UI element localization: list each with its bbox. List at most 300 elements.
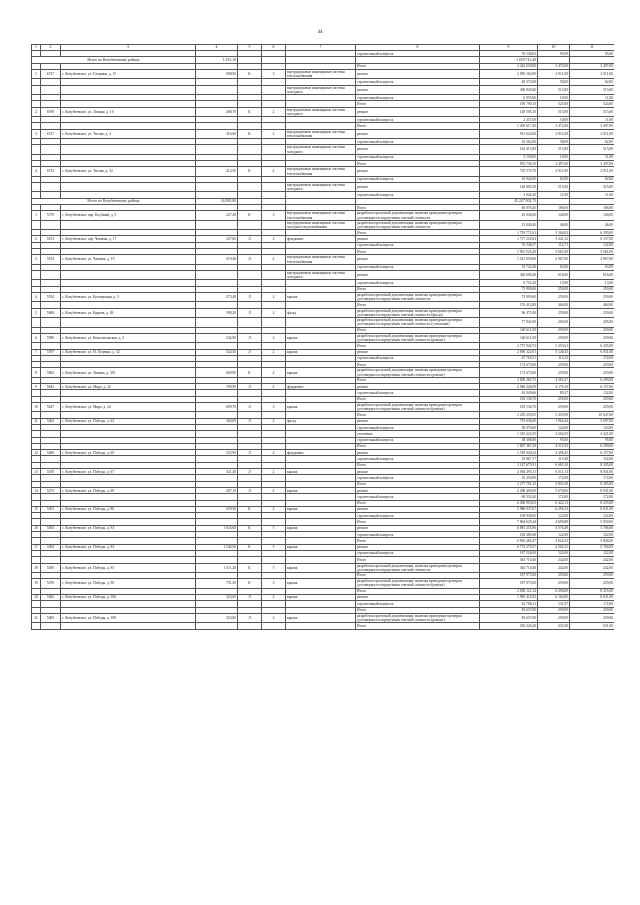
area-cell: 639,50 [196, 506, 238, 512]
cost-cell: 1 205 617,20 [480, 123, 538, 129]
type-cell: К [238, 579, 262, 588]
table-row [32, 308, 615, 317]
work-type-cell: разработка проектной документации, включая проведение проверки достоверности определения сметной стоимости [356, 220, 480, 229]
unit-cost-cell: 6 422,13 [538, 500, 570, 506]
row-number-cell: 1 [32, 69, 41, 78]
work-type-cell: ремонт [356, 129, 480, 138]
element-cell: фундамент [286, 450, 356, 456]
limit-cost-cell: 259,00 [570, 396, 615, 402]
address-cell [61, 145, 196, 154]
floors-cell: 2 [262, 506, 286, 512]
cost-cell: 96 471,00 [480, 308, 538, 317]
work-type-cell: Итого [356, 623, 480, 629]
unit-cost-cell: 3 497,00 [538, 161, 570, 167]
cost-cell: 2 442 630,00 [480, 63, 538, 69]
row-number-cell: Итого по Кочубеевскому району [32, 57, 196, 63]
address-cell: с. Кочубеевское, ул. Комсомольская, д. 2 [61, 333, 196, 342]
cost-cell: 2 255 255,05 [480, 412, 538, 418]
row-number-cell: 7 [32, 349, 41, 355]
work-type-cell: разработка проектной документации, включая проведение проверки достоверности определения сметной стоимости [356, 563, 480, 572]
element-cell: крыша [286, 293, 356, 302]
row-number-cell [32, 220, 41, 229]
house-id-cell: 5492 [41, 525, 61, 531]
work-type-cell: строительный контроль [356, 280, 480, 286]
type-cell: К [238, 563, 262, 572]
cost-cell: 6 774 279,57 [480, 544, 538, 550]
cost-cell: 45 036,00 [480, 211, 538, 220]
element-cell: внутридомовые инженерные системы теплоснабжения [286, 167, 356, 176]
area-cell: 212,50 [196, 167, 238, 176]
cost-cell: 77 941,00 [480, 318, 538, 327]
work-type-cell: Итого [356, 396, 480, 402]
type-cell: Л [238, 255, 262, 264]
cost-cell: 183 136,70 [480, 396, 538, 402]
address-cell [61, 85, 196, 94]
unit-cost-cell: 10,00 [538, 95, 570, 101]
element-cell [286, 318, 356, 327]
limit-cost-cell: 8 031,00 [570, 487, 615, 493]
row-number-cell: 9 [32, 384, 41, 390]
house-id-cell: 5469 [41, 450, 61, 456]
limit-cost-cell: 8 255,00 [570, 588, 615, 594]
area-cell: 321,40 [196, 469, 238, 475]
cost-cell: 76 546,57 [480, 242, 538, 248]
header-cell: 10 [538, 45, 570, 51]
floors-cell: 2 [262, 613, 286, 622]
limit-cost-cell: 6 299,00 [570, 443, 615, 449]
element-cell: внутридомовые инженерные системы холодного водоснабжения [286, 220, 356, 229]
cost-cell: 363 710,40 [480, 557, 538, 563]
unit-cost-cell: 259,00 [538, 403, 570, 412]
work-type-cell: Итого [356, 607, 480, 613]
address-cell: с. Кочубеевское, ул. Победы, д. 106 [61, 594, 196, 600]
row-number-cell: 1 [32, 211, 41, 220]
house-id-cell: 5491 [41, 506, 61, 512]
floors-cell: 2 [262, 418, 286, 424]
header-cell: 9 [480, 45, 538, 51]
document-table-wrapper [31, 44, 614, 899]
unit-cost-cell: 1 964,44 [538, 418, 570, 424]
limit-cost-cell: 5 830,00 [570, 519, 615, 525]
row-number-cell: 17 [32, 544, 41, 550]
unit-cost-cell: 5 241,32 [538, 236, 570, 242]
type-cell: К [238, 211, 262, 220]
limit-cost-cell: 8 205,00 [570, 462, 615, 468]
cost-cell: 320 609,20 [480, 271, 538, 280]
element-cell: внутридомовые инженерные системы теплоснабжения [286, 211, 356, 220]
house-id-cell: 5674 [41, 255, 61, 264]
header-cell: 4 [196, 45, 238, 51]
cost-cell: 6 955,00 [480, 95, 538, 101]
house-id-cell: 5590 [41, 333, 61, 342]
house-id-cell [41, 220, 61, 229]
unit-cost-cell: 63,00 [538, 264, 570, 270]
work-type-cell: Итого [356, 588, 480, 594]
cost-cell: 187 526,00 [480, 550, 538, 556]
address-cell: с. Кочубеевское, ул. Победы, д. 83 [61, 544, 196, 550]
type-cell: Л [238, 236, 262, 242]
type-cell: Л [238, 403, 262, 412]
unit-cost-cell: 112,71 [538, 242, 570, 248]
house-id-cell: 5495 [41, 563, 61, 572]
limit-cost-cell: 63,00 [570, 264, 615, 270]
area-cell: 398,20 [196, 308, 238, 317]
cost-cell: 32 722,20 [480, 264, 538, 270]
cost-cell: 735 576,70 [480, 167, 538, 176]
area-cell: 1 544,50 [196, 544, 238, 550]
limit-cost-cell: 205,00 [570, 318, 615, 327]
unit-cost-cell: 242,00 [538, 557, 570, 563]
cost-cell: 45 227 502,75 [480, 198, 538, 204]
row-number-cell: 3 [32, 255, 41, 264]
floors-cell: 2 [262, 384, 286, 390]
unit-cost-cell: 259,00 [538, 286, 570, 292]
type-cell: К [238, 368, 262, 377]
work-type-cell: Итого [356, 572, 480, 578]
unit-cost-cell: 259,00 [538, 293, 570, 302]
limit-cost-cell: 132,00 [570, 456, 615, 462]
address-cell: с. Кочубеевское, ул. Чапаева, д. 19 [61, 255, 196, 264]
cost-cell: 931 622,60 [480, 129, 538, 138]
work-type-cell: строительный контроль [356, 117, 480, 123]
work-type-cell: строительный контроль [356, 139, 480, 145]
address-cell [61, 183, 196, 192]
address-cell: с. Кочубеевское, ул. Победы, д. 80 [61, 506, 196, 512]
work-type-cell: Итого [356, 362, 480, 368]
address-cell: с. Кочубеевское, ул. Победы, д. 83 [61, 525, 196, 531]
work-type-cell: строительный контроль [356, 494, 480, 500]
limit-cost-cell: 6 031,00 [570, 349, 615, 355]
cost-cell: 38 308,00 [480, 437, 538, 443]
limit-cost-cell: 122,00 [570, 550, 615, 556]
limit-cost-cell: 10 647,00 [570, 412, 615, 418]
table-row [32, 613, 615, 622]
cost-cell: 2 092 495,11 [480, 469, 538, 475]
header-cell: 7 [286, 45, 356, 51]
cost-cell: 1 717 225,04 [480, 236, 538, 242]
unit-cost-cell: 131,97 [538, 601, 570, 607]
cost-cell: 190 790,10 [480, 101, 538, 107]
limit-cost-cell: 242,00 [570, 557, 615, 563]
work-type-cell: разработка проектной документации, включая проведение проверки достоверности определения сметной стоимости (ремонт) [356, 579, 480, 588]
work-type-cell: Итого [356, 63, 480, 69]
row-number-cell [32, 271, 41, 280]
area-cell: 327,60 [196, 236, 238, 242]
type-cell: Л [238, 450, 262, 456]
element-cell: крыша [286, 487, 356, 493]
table-row [32, 255, 615, 264]
house-id-cell: 5483 [41, 613, 61, 622]
work-type-cell: Итого [356, 377, 480, 383]
table-row [32, 318, 615, 327]
work-type-cell: строительный контроль [356, 242, 480, 248]
unit-cost-cell: 515,00 [538, 183, 570, 192]
address-cell: с. Кочубеевское, ул. Победы, д. 63 [61, 418, 196, 424]
address-cell: с. Кочубеевское, ул. Ленина, д. 16 [61, 107, 196, 116]
header-cell: 2 [41, 45, 61, 51]
floors-cell: 2 [262, 107, 286, 116]
area-cell: 268,70 [196, 107, 238, 116]
address-cell [61, 623, 196, 629]
cost-cell: 1 749 030,22 [480, 450, 538, 456]
unit-cost-cell: 5 364,03 [538, 230, 570, 236]
cost-cell: 140 611,00 [480, 327, 538, 333]
unit-cost-cell: 95,00 [538, 437, 570, 443]
unit-cost-cell: 5 453,99 [538, 412, 570, 418]
cost-cell: 140 892,50 [480, 183, 538, 192]
house-id-cell: 5482 [41, 594, 61, 600]
floors-cell: 2 [262, 368, 286, 377]
work-type-cell: ремонт [356, 236, 480, 242]
unit-cost-cell: 2 967,00 [538, 255, 570, 264]
unit-cost-cell: 259,00 [538, 362, 570, 368]
unit-cost-cell: 259,00 [538, 579, 570, 588]
house-id-cell: 5672 [41, 236, 61, 242]
row-number-cell: 6 [32, 333, 41, 342]
work-type-cell: ремонт [356, 469, 480, 475]
floors-cell: 3 [262, 403, 286, 412]
unit-cost-cell: 4 576,49 [538, 525, 570, 531]
address-cell [61, 220, 196, 229]
table-row [32, 403, 615, 412]
limit-cost-cell: 259,00 [570, 362, 615, 368]
work-type-cell: строительный контроль [356, 513, 480, 519]
type-cell: Л [238, 293, 262, 302]
cost-cell: 83 637,00 [480, 607, 538, 613]
limit-cost-cell: 5 097,00 [570, 418, 615, 424]
limit-cost-cell: 6 299,00 [570, 230, 615, 236]
work-type-cell: Итого [356, 101, 480, 107]
limit-cost-cell: 515,00 [570, 145, 615, 154]
cost-cell: 109 936,00 [480, 513, 538, 519]
repair-program-table [31, 44, 614, 630]
limit-cost-cell: 259,00 [570, 403, 615, 412]
work-type-cell: ремонт [356, 107, 480, 116]
work-type-cell: Итого [356, 286, 480, 292]
limit-cost-cell: 8 031,00 [570, 506, 615, 512]
unit-cost-cell: 2 911,00 [538, 69, 570, 78]
type-cell: К [238, 129, 262, 138]
element-cell: крыша [286, 403, 356, 412]
cost-cell: 162 415,00 [480, 145, 538, 154]
limit-cost-cell: 259,00 [570, 286, 615, 292]
work-type-cell: ремонт [356, 167, 480, 176]
unit-cost-cell: 4 699,88 [538, 519, 570, 525]
type-cell: К [238, 506, 262, 512]
type-cell: Л [238, 308, 262, 317]
cost-cell: 2 757 944,72 [480, 343, 538, 349]
row-number-cell [32, 623, 41, 629]
limit-cost-cell: 46,00 [570, 220, 615, 229]
house-id-cell: 5627 [41, 403, 61, 412]
unit-cost-cell: 259,00 [538, 327, 570, 333]
area-cell: 407,10 [196, 487, 238, 493]
unit-cost-cell: 124,00 [538, 425, 570, 431]
work-type-cell: ремонт [356, 418, 480, 424]
work-type-cell: Итого [356, 557, 480, 563]
limit-cost-cell: 259,00 [570, 613, 615, 622]
cost-cell: 1 315 221,05 [480, 431, 538, 437]
row-number-cell: 2 [32, 107, 41, 116]
unit-cost-cell: 122,00 [538, 550, 570, 556]
floors-cell: 3 [262, 579, 286, 588]
work-type-cell: ремонт [356, 544, 480, 550]
type-cell: Л [238, 333, 262, 342]
limit-cost-cell: 62,00 [570, 139, 615, 145]
work-type-cell: Итого [356, 327, 480, 333]
type-cell [238, 318, 262, 327]
house-id-cell [41, 271, 61, 280]
house-id-cell: 5463 [41, 418, 61, 424]
table-row [32, 69, 615, 78]
cost-cell: 1 995 425,92 [480, 594, 538, 600]
cost-cell: 5 986 937,07 [480, 506, 538, 512]
unit-cost-cell: 6 164,85 [538, 594, 570, 600]
limit-cost-cell: 172,00 [570, 355, 615, 361]
cost-cell: 2 147 675,91 [480, 462, 538, 468]
area-cell: 524,50 [196, 349, 238, 355]
address-cell: с. Кочубеевское, ул. Победы, д. 85 [61, 563, 196, 572]
limit-cost-cell: 11,00 [570, 192, 615, 198]
element-cell: крыша [286, 469, 356, 475]
work-type-cell: строительный контроль [356, 532, 480, 538]
table-row [32, 563, 615, 572]
limit-cost-cell: 13,00 [570, 280, 615, 286]
work-type-cell: разработка проектной документации, включая проведение проверки достоверности определения сметной стоимости [356, 211, 480, 220]
cost-cell: 69 533,20 [480, 494, 538, 500]
type-cell [238, 623, 262, 629]
type-cell: Л [238, 594, 262, 600]
cost-cell: 50 076,00 [480, 425, 538, 431]
unit-cost-cell: 205,00 [538, 318, 570, 327]
unit-cost-cell: 3 472,00 [538, 63, 570, 69]
limit-cost-cell: 2 911,00 [570, 69, 615, 78]
house-id-cell [41, 318, 61, 327]
row-number-cell: 13 [32, 469, 41, 475]
area-cell: 542,90 [196, 333, 238, 342]
house-id-cell: 6769 [41, 107, 61, 116]
row-number-cell: 8 [32, 368, 41, 377]
row-number-cell: 20 [32, 594, 41, 600]
unit-cost-cell: 113,15 [538, 355, 570, 361]
limit-cost-cell: 259,00 [570, 333, 615, 342]
limit-cost-cell: 140,00 [570, 211, 615, 220]
type-cell [238, 271, 262, 280]
cost-cell: 15 040,40 [480, 220, 538, 229]
limit-cost-cell: 8 031,00 [570, 469, 615, 475]
unit-cost-cell: 242,00 [538, 563, 570, 572]
unit-cost-cell: 4 176,10 [538, 384, 570, 390]
area-cell: 273,40 [196, 293, 238, 302]
house-id-cell: 6727 [41, 129, 61, 138]
limit-cost-cell: 62,00 [570, 79, 615, 85]
limit-cost-cell: 172,00 [570, 601, 615, 607]
cost-cell: 187 975,00 [480, 579, 538, 588]
type-cell: Л [238, 384, 262, 390]
limit-cost-cell: 6 157,00 [570, 450, 615, 456]
element-cell: внутридомовые инженерные системы теплоснабжения [286, 255, 356, 264]
limit-cost-cell: 6 157,00 [570, 236, 615, 242]
unit-cost-cell: 11,00 [538, 192, 570, 198]
cost-cell: 2 946 226,09 [480, 384, 538, 390]
address-cell: с. Кочубеевское, ул. Победы, д. 108 [61, 613, 196, 622]
unit-cost-cell: 6 294,13 [538, 506, 570, 512]
work-type-cell: разработка проектной документации, включая проведение проверки достоверности определения сметной стоимости (фасад) [356, 308, 480, 317]
type-cell [238, 183, 262, 192]
house-id-cell: 5406 [41, 308, 61, 317]
work-type-cell: ремонт [356, 525, 480, 531]
floors-cell: 5 [262, 544, 286, 550]
limit-cost-cell: 132,00 [570, 390, 615, 396]
unit-cost-cell: 5 678,06 [538, 487, 570, 493]
work-type-cell: разработка проектной документации, включая проведение проверки достоверности определения сметной стоимости (ремонт) [356, 403, 480, 412]
work-type-cell: строительный контроль [356, 192, 480, 198]
limit-cost-cell: 515,00 [570, 85, 615, 94]
limit-cost-cell: 464,00 [570, 302, 615, 308]
type-cell [238, 220, 262, 229]
unit-cost-cell: 259,00 [538, 333, 570, 342]
floors-cell: 2 [262, 129, 286, 138]
area-cell: 316,60 [196, 129, 238, 138]
header-cell: 3 [61, 45, 196, 51]
cost-cell: 2 357,00 [480, 117, 538, 123]
row-number-cell: 15 [32, 506, 41, 512]
cost-cell: 55 250,80 [480, 475, 538, 481]
floors-cell: 3 [262, 211, 286, 220]
type-cell: Л [238, 613, 262, 622]
work-type-cell: Итого [356, 412, 480, 418]
row-number-cell: 3 [32, 129, 41, 138]
work-type-cell: ремонт [356, 255, 480, 264]
element-cell: внутридомовые инженерные системы холодного [286, 271, 356, 280]
limit-cost-cell: 95,00 [570, 51, 615, 57]
work-type-cell: разработка проектной документации, включая проведение проверки достоверности определения сметной стоимости (ремонт) [356, 613, 480, 622]
house-id-cell: 6733 [41, 167, 61, 176]
cost-cell: 183 389,48 [480, 532, 538, 538]
limit-cost-cell: 5 826,00 [570, 538, 615, 544]
work-type-cell: строительный контроль [356, 475, 480, 481]
address-cell: с. Кочубеевское, ул. Титова, д. 4 [61, 129, 196, 138]
work-type-cell: Итого [356, 249, 480, 255]
work-type-cell: Итого [356, 161, 480, 167]
work-type-cell: ремонт [356, 487, 480, 493]
unit-cost-cell: 515,00 [538, 145, 570, 154]
type-cell: К [238, 167, 262, 176]
floors-cell: 2 [262, 255, 286, 264]
house-id-cell: 5579 [41, 211, 61, 220]
unit-cost-cell: 6 683,10 [538, 462, 570, 468]
floors-cell: 2 [262, 167, 286, 176]
work-type-cell: строительный контроль [356, 601, 480, 607]
work-type-cell: разработка проектной документации, включая проведение проверки достоверности определения сметной стоимости (ремонт) [356, 368, 480, 377]
cost-cell: 3 158,00 [480, 154, 538, 160]
table-body [32, 45, 615, 630]
work-type-cell: строительный контроль [356, 95, 480, 101]
cost-cell: 265 226,20 [480, 623, 538, 629]
house-id-cell: 5476 [41, 579, 61, 588]
address-cell: с. Кочубеевское, ул. Кооперации, д. 3 [61, 293, 196, 302]
unit-cost-cell: 122,00 [538, 513, 570, 519]
unit-cost-cell: 515,00 [538, 107, 570, 116]
address-cell [61, 271, 196, 280]
floors-cell [262, 220, 286, 229]
table-row [32, 211, 615, 220]
unit-cost-cell: 122,00 [538, 532, 570, 538]
floors-cell: 5 [262, 525, 286, 531]
cost-cell: 172 675,00 [480, 362, 538, 368]
work-type-cell: строительный контроль [356, 390, 480, 396]
work-type-cell: ремонт [356, 594, 480, 600]
